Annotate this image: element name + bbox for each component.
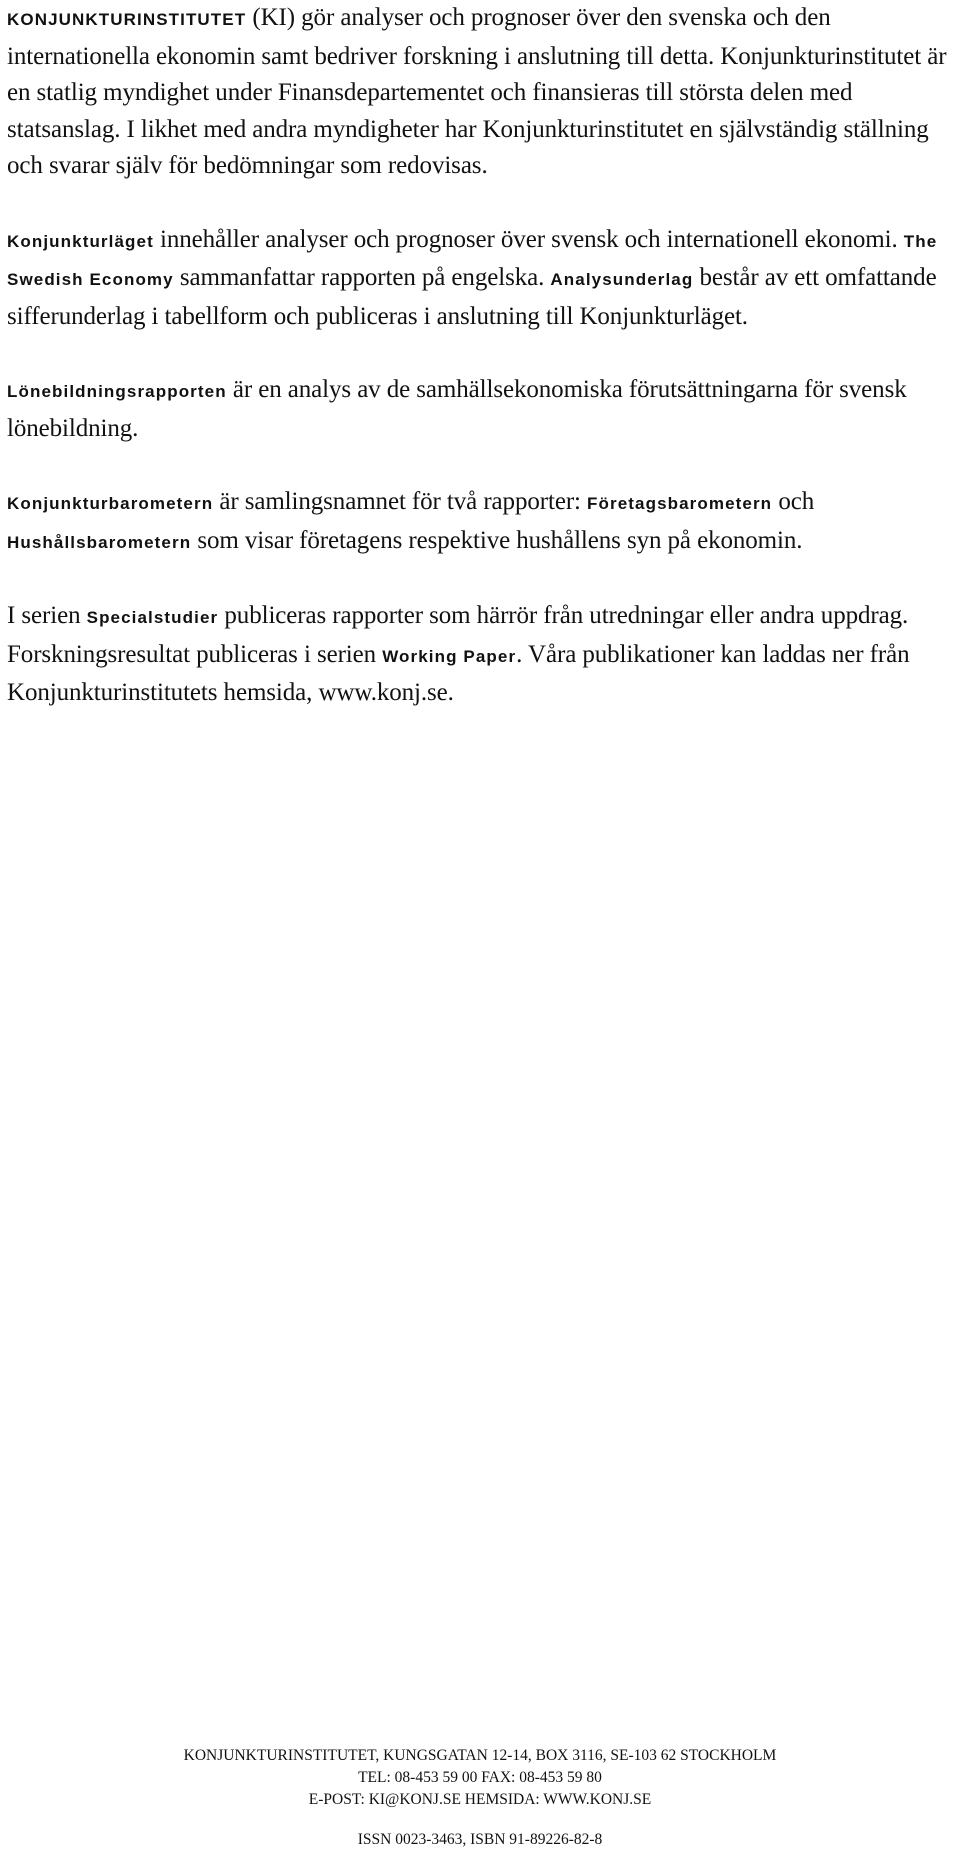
paragraph-about-ki: [7, 0, 947, 185]
paragraph-text: består av ett omfattande sifferunderlag i tabellform och publiceras i anslutning till Konjunkturläget.: [7, 264, 937, 330]
publication-konjunkturlaget: Konjunkturläget: [7, 231, 154, 251]
paragraph-lonebildning: [7, 372, 947, 447]
footer-isbn: [0, 1829, 960, 1851]
publication-konjunkturbarometern: Konjunkturbarometern: [7, 494, 214, 513]
paragraph-text: innehåller analyser och prognoser över svensk och internationell ekonomi.: [153, 225, 904, 253]
paragraph-text: som visar företagens respektive hushållens syn på ekonomin.: [191, 526, 803, 554]
publication-analysunderlag: Analysunderlag: [550, 270, 694, 289]
series-specialstudier: Specialstudier: [86, 608, 219, 627]
paragraph-text: sammanfattar rapporten på engelska.: [173, 264, 551, 291]
org-name-keyword: KONJUNKTURINSTITUTET: [7, 10, 247, 29]
footer-phone-fax: TEL: 08-453 59 00 FAX: 08-453 59 80: [358, 1769, 602, 1786]
paragraph-barometer: [7, 484, 947, 561]
paragraph-text: I serien: [7, 602, 87, 629]
footer-address: KONJUNKTURINSTITUTET, KUNGSGATAN 12-14, BOX 3116, SE-103 62 STOCKHOLM: [183, 1747, 777, 1764]
paragraph-publications: [7, 222, 947, 336]
publication-hushallsbarometern: Hushållsbarometern: [7, 532, 192, 552]
issn-isbn-text: ISSN 0023-3463, ISBN 91-89226-82-8: [357, 1831, 603, 1848]
paragraph-text: . Våra publikationer kan laddas ner från Konjunkturinstitutets hemsida, www.konj.se.: [7, 640, 910, 706]
publication-foretagsbarometern: Företagsbarometern: [587, 494, 773, 513]
paragraph-series: [7, 598, 947, 712]
series-working-paper: Working Paper: [382, 646, 517, 666]
footer-email-website: E-POST: KI@KONJ.SE HEMSIDA: WWW.KONJ.SE: [308, 1791, 652, 1808]
paragraph-text: är en analys av de samhällsekonomiska förutsättningarna för svensk lönebildning.: [7, 376, 907, 442]
document-body: [7, 0, 947, 712]
publication-swedish-economy: The Swedish Economy: [7, 231, 938, 289]
paragraph-text: och: [772, 488, 815, 515]
paragraph-text: publiceras rapporter som härrör från utredningar eller andra uppdrag. Forskningsresultat publiceras i serien: [7, 602, 909, 668]
paragraph-text: är samlingsnamnet för två rapporter:: [213, 488, 588, 515]
publication-lonebildningsrapporten: Lönebildningsrapporten: [7, 382, 227, 401]
footer-contact: [0, 1745, 960, 1811]
paragraph-text: (KI) gör analyser och prognoser över den svenska och den internationella ekonomin samt bedriver forskning i anslutning till detta. Konjunkturinstitutet är en statlig myndighet under Finansdepartementet och finansieras till största delen med statsanslag. I likhet med andra myndigheter har Konjunkturinstitutet en självständig ställning och svarar själv för bedömningar som redovisas.: [7, 4, 947, 179]
